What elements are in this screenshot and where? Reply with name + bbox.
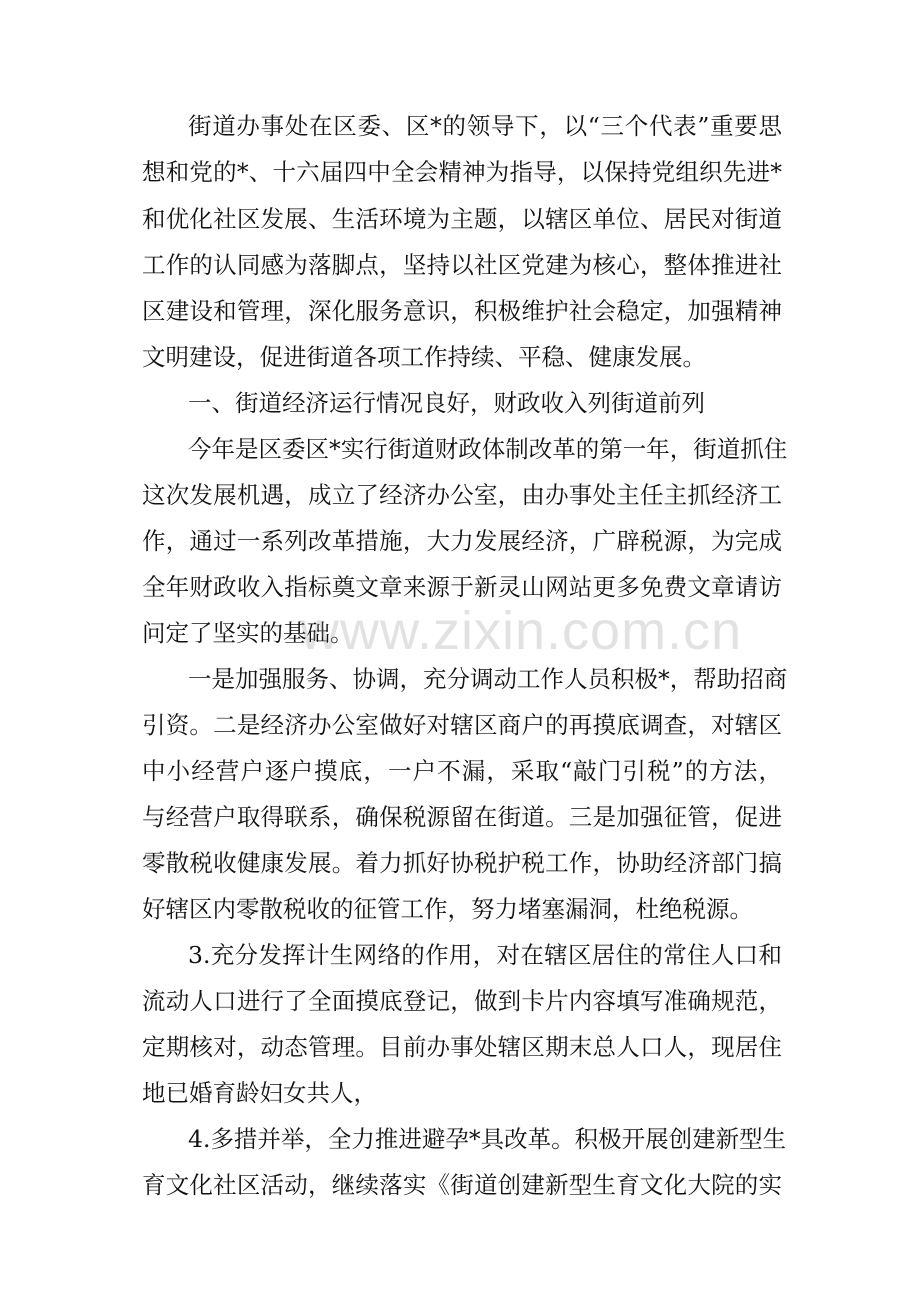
- paragraph-line: 定期核对，动态管理。目前办事处辖区期末总人口人，现居住: [142, 1033, 782, 1061]
- paragraph-line: 地已婚育龄妇女共人，: [142, 1079, 377, 1107]
- paragraph-line: 今年是区委区*实行街道财政体制改革的第一年，街道抓住: [188, 435, 788, 463]
- numbered-paragraph-line: 4.多措并举，全力推进避孕*具改革。积极开展创建新型生: [188, 1125, 787, 1153]
- paragraph-line: 全年财政收入指标奠文章来源于新灵山网站更多免费文章请访: [142, 573, 782, 601]
- paragraph-line: 引资。二是经济办公室做好对辖区商户的再摸底调查，对辖区: [142, 711, 782, 739]
- paragraph-line: 这次发展机遇，成立了经济办公室，由办事处主任主抓经济工: [142, 481, 782, 509]
- paragraph-line: 流动人口进行了全面摸底登记，做到卡片内容填写准确规范，: [142, 987, 782, 1015]
- paragraph-line: 零散税收健康发展。着力抓好协税护税工作，协助经济部门搞: [142, 849, 782, 877]
- section-heading: 一、街道经济运行情况良好，财政收入列街道前列: [188, 389, 705, 417]
- paragraph-line: 问定了坚实的基础。: [142, 619, 354, 647]
- paragraph-line: 想和党的*、十六届四中全会精神为指导，以保持党组织先进*: [142, 158, 782, 186]
- paragraph-line: 一是加强服务、协调，充分调动工作人员积极*，帮助招商: [188, 665, 788, 693]
- paragraph-line: 育文化社区活动，继续落实《街道创建新型生育文化大院的实: [142, 1171, 782, 1199]
- paragraph-line: 工作的认同感为落脚点，坚持以社区党建为核心，整体推进社: [142, 251, 782, 279]
- paragraph-line: 作，通过一系列改革措施，大力发展经济，广辟税源，为完成: [142, 527, 782, 555]
- paragraph-line: 区建设和管理，深化服务意识，积极维护社会稳定，加强精神: [142, 297, 782, 325]
- paragraph-line: 和优化社区发展、生活环境为主题，以辖区单位、居民对街道: [142, 205, 782, 233]
- watermark: www.zixin.com.cn: [300, 601, 743, 661]
- paragraph-line: 与经营户取得联系，确保税源留在街道。三是加强征管，促进: [142, 803, 782, 831]
- paragraph-line: 中小经营户逐户摸底，一户不漏，采取“敲门引税”的方法，: [142, 757, 782, 785]
- paragraph-line: 街道办事处在区委、区*的领导下，以“三个代表”重要思: [188, 112, 782, 140]
- paragraph-line: 好辖区内零散税收的征管工作，努力堵塞漏洞，杜绝税源。: [142, 895, 753, 923]
- numbered-paragraph-line: 3.充分发挥计生网络的作用，对在辖区居住的常住人口和: [188, 941, 782, 969]
- paragraph-line: 文明建设，促进街道各项工作持续、平稳、健康发展。: [142, 343, 706, 371]
